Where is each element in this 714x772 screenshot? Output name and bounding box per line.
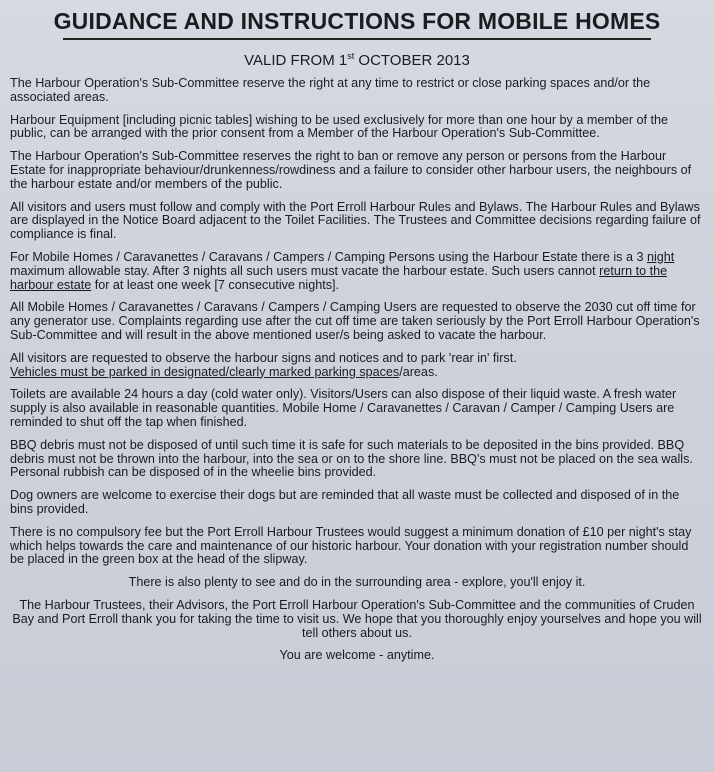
stay-underlined-night: night [646,249,675,264]
paragraph-parking-restriction: The Harbour Operation's Sub-Committee reserve the right at any time to restrict or close parking spaces and/or the associated areas. [10,76,651,104]
paragraph-ban-removal: The Harbour Operation's Sub-Committee reserves the right to ban or remove any person or persons from the Harbour Estate for inappropriate behaviour/drunkenness/rowdiness and a failure to consider other harbour users, the neighbours of the harbour estate and/or members of the public. [10,149,692,191]
paragraph-welcome: You are welcome - anytime. [279,648,435,663]
paragraph-signs-parking [10,352,704,380]
valid-prefix: VALID FROM 1 [244,52,348,69]
sign-title: GUIDANCE AND INSTRUCTIONS FOR MOBILE HOMES [53,8,661,34]
paragraph-toilets-water: Toilets are available 24 hours a day (cold water only). Visitors/Users can also dispose of their liquid waste. A fresh water supply is also available in reasonable quantities. Mobile Home / Caravanettes / Caravan / Camper / Camping Users are reminded to shut off the tap when finished. [10,387,677,429]
sign-body [10,77,704,663]
paragraph-thank-you: The Harbour Trustees, their Advisors, the Port Erroll Harbour Operation's Sub-Committee and the communities of Cruden Bay and Port Erroll thank you for taking the time to visit us. We hope that you thoroughly enjoy yourselves and hope you will tell others about us. [12,597,702,640]
stay-underlined-return: return to the harbour estate [10,263,668,292]
stay-text-a: For Mobile Homes / Caravanettes / Caravans / Campers / Camping Persons using the Harbour Estate there is a 3 [10,249,647,264]
valid-suffix: OCTOBER 2013 [354,52,470,69]
stay-text-c: for at least one week [7 consecutive nights]. [91,277,340,292]
paragraph-harbour-equipment: Harbour Equipment [including picnic tables] wishing to be used exclusively for more than one hour by a member of the public, can be arranged with the prior consent from a Member of the Harbour Operation's Sub-Committee. [10,112,669,141]
paragraph-generator-cutoff: All Mobile Homes / Caravanettes / Caravans / Campers / Camping Users are requested to observe the 2030 cut off time for any generator use. Complaints regarding use after the cut off time are taken seriously by the Port Erroll Harbour Operation's Sub-Committee and will result in the above mentioned user/s being asked to vacate the harbour. [10,300,700,342]
paragraph-dog-owners: Dog owners are welcome to exercise their dogs but are reminded that all waste must be collected and disposed of in the bins provided. [10,488,680,516]
paragraph-rules-bylaws: All visitors and users must follow and comply with the Port Erroll Harbour Rules and Bylaws. The Harbour Rules and Bylaws are displayed in the Notice Board adjacent to the Toilet Facilities. The Trustees and Committee decisions regarding failure of compliance is final. [10,199,701,242]
paragraph-explore: There is also plenty to see and do in the surrounding area - explore, you'll enjoy it. [128,575,586,590]
valid-superscript: st [347,51,355,61]
valid-from-line [10,46,704,71]
paragraph-donation: There is no compulsory fee but the Port Erroll Harbour Trustees would suggest a minimum donation of £10 per night's stay which helps towards the care and maintenance of our historic harbour. Your donation with your registration number should be placed in the green box at the head of the slipway. [10,524,692,567]
parking-underlined: Vehicles must be parked in designated/clearly marked parking spaces [10,364,400,379]
title-underline [63,38,651,40]
paragraph-maximum-stay [10,251,704,292]
stay-text-b: maximum allowable stay. After 3 nights all such users must vacate the harbour estate. Such users cannot [10,263,600,278]
paragraph-bbq-debris: BBQ debris must not be disposed of until such time it is safe for such materials to be deposited in the bins provided. BBQ debris must not be thrown into the harbour, into the sea or on to the shore line. BBQ's must not be placed on the sea walls. Personal rubbish can be disposed of in the wheelie bins provided. [10,437,693,480]
signs-text: All visitors are requested to observe the harbour signs and notices and to park 'rear in' first. [10,350,517,365]
parking-text-end: /areas. [399,364,438,379]
